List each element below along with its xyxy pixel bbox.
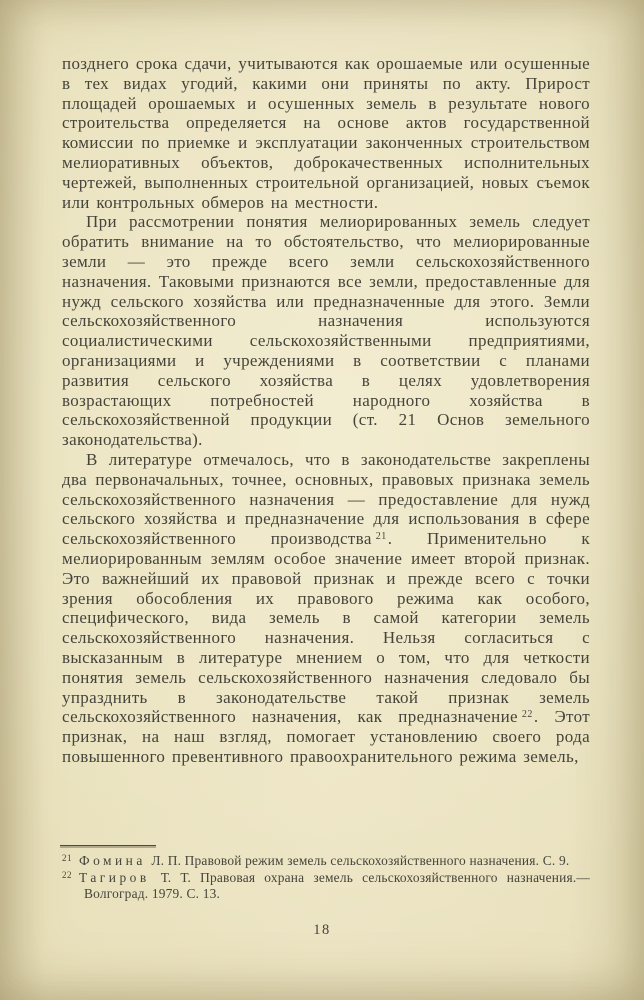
paragraph: В литературе отмечалось, что в законодательстве закреплены два первоначальных, точнее, основных, правовых признака земель сельскохозяйственного назначения — предоставление для нужд сельского хозяйства и предназначение для использования в сфере сельскохозяйственного производства $^{21}$. Применительно к мелиорированным землям особое значение имеет второй признак. Это важнейший их правовой признак и прежде всего с точки зрения обособления их правового режима как особого, специфического, вида земель в самой категории земель сельскохозяйственного назначения. Нельзя согласиться с высказанным в литературе мнением о том, что для четкости понятия земель сельскохозяйственного назначения следовало бы упразднить в законодательстве такой признак земель сельскохозяйственного назначения, как предназначение $^{22}$. Этот признак, на наш взгляд, помогает установлению своего рода повышенного превентивного правоохранительного режима земель, (62, 449, 590, 766)
footnote-reference: 21 (375, 531, 387, 543)
footnote (62, 870, 590, 903)
footnote-marker: 21 (62, 853, 72, 863)
footnote (62, 853, 590, 870)
paragraph: При рассмотрении понятия мелиорированных земель следует обратить внимание на то обстоятельство, что мелиорированные земли — это прежде всего земли сельскохозяйственного назначения. Таковыми признаются все земли, предоставленные для нужд сельского хозяйства или предназначенные для этого. Земли сельскохозяйственного назначения используются социалистическими сельскохозяйственными предприятиями, организациями и учреждениями в соответствии с планами развития сельского хозяйства в целях удовлетворения возрастающих потребностей народного хозяйства в сельскохозяйственной продукции (ст. 21 Основ земельного законодательства). (62, 212, 590, 450)
footnote-author: Тагиров (79, 869, 150, 885)
paragraph: позднего срока сдачи, учитываются как орошаемые или осушенные в тех видах угодий, какими они приняты по акту. Прирост площадей орошаемых и осушенных земель в результате нового строительства определяется на основе актов государственной комиссии по приемке и эксплуатации законченных строительством мелиоративных объектов, доброкачественных исполнительных чертежей, выполненных строительной организацией, новых съемок или контрольных обмеров на местности. (62, 54, 590, 212)
footnote-author-initials: Л. П. (147, 853, 185, 868)
body-text (62, 54, 590, 767)
footnotes (62, 853, 590, 903)
footnote-text: Правовой режим земель сельскохозяйственного назначения. С. 9. (184, 853, 570, 868)
footnote-marker: 22 (62, 869, 72, 880)
footnote-divider (60, 845, 156, 848)
footnote-author: Фомина (79, 853, 146, 868)
footnote-text: Правовая охрана земель сельскохозяйственного назначения.— Волгоград. 1979. С. 13. (84, 869, 590, 902)
footnote-author-initials: Т. Т. (151, 869, 201, 885)
footnote-reference: 22 (521, 709, 533, 721)
page-number: 18 (313, 922, 331, 938)
